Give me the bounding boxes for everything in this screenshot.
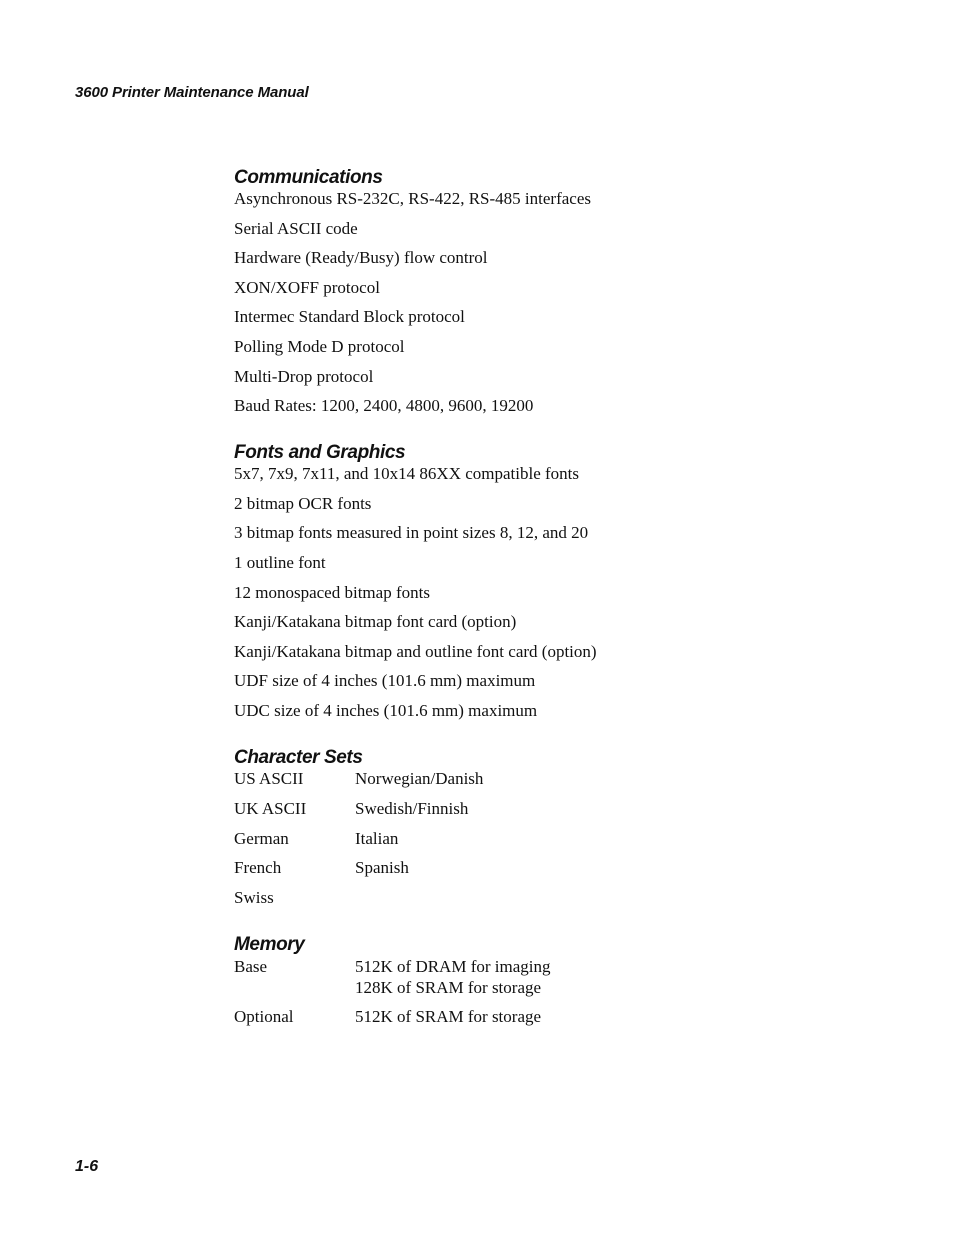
list-item: Kanji/Katakana bitmap and outline font card (option)	[234, 641, 597, 661]
charset-cell: Norwegian/Danish	[355, 768, 484, 788]
list-item: XON/XOFF protocol	[234, 277, 380, 297]
list-item: UDC size of 4 inches (101.6 mm) maximum	[234, 700, 538, 720]
fonts-graphics-section	[234, 441, 854, 721]
list-item: Polling Mode D protocol	[234, 336, 405, 356]
list-item: Intermec Standard Block protocol	[234, 307, 465, 327]
list-item: Baud Rates: 1200, 2400, 4800, 9600, 19200	[234, 396, 534, 416]
list-item: Multi-Drop protocol	[234, 366, 374, 386]
list-item: 1 outline font	[234, 552, 326, 572]
memory-value-line: 512K of SRAM for storage	[355, 1007, 542, 1027]
charset-cell: Italian	[355, 828, 399, 848]
list-item: 3 bitmap fonts measured in point sizes 8, 12, and 20	[234, 523, 589, 543]
table-row	[234, 1006, 854, 1027]
communications-section	[234, 166, 854, 416]
charset-cell: UK ASCII	[234, 798, 307, 818]
table-row	[234, 799, 854, 819]
table-row	[234, 769, 854, 789]
list-item: Serial ASCII code	[234, 218, 358, 238]
charset-cell: Swiss	[234, 888, 274, 908]
charset-cell: US ASCII	[234, 768, 304, 788]
page-content	[234, 166, 854, 1035]
memory-value	[355, 956, 550, 998]
section-title: Memory	[234, 934, 305, 956]
table-row	[234, 956, 854, 998]
charset-cell: French	[234, 858, 282, 878]
memory-label: Optional	[234, 1007, 294, 1027]
list-item: 5x7, 7x9, 7x11, and 10x14 86XX compatible fonts	[234, 464, 579, 484]
memory-value-line: 128K of SRAM for storage	[355, 978, 542, 998]
character-sets-section	[234, 746, 854, 908]
charset-cell: Swedish/Finnish	[355, 798, 469, 818]
list-item: Kanji/Katakana bitmap font card (option)	[234, 612, 517, 632]
section-title: Communications	[234, 167, 383, 188]
table-row	[234, 829, 854, 849]
charset-cell: Spanish	[355, 858, 409, 878]
list-item: UDF size of 4 inches (101.6 mm) maximum	[234, 671, 536, 691]
running-header: 3600 Printer Maintenance Manual	[75, 84, 309, 101]
section-title: Character Sets	[234, 746, 363, 768]
memory-value-line: 512K of DRAM for imaging	[355, 957, 551, 977]
memory-section	[234, 933, 854, 1027]
section-title: Fonts and Graphics	[234, 442, 406, 464]
list-item: 2 bitmap OCR fonts	[234, 493, 372, 513]
charset-cell: German	[234, 828, 289, 848]
table-row	[234, 888, 854, 908]
list-item: Asynchronous RS-232C, RS-422, RS-485 interfaces	[234, 189, 591, 208]
memory-label: Base	[234, 957, 268, 977]
memory-value	[355, 1006, 541, 1027]
table-row	[234, 858, 854, 878]
list-item: 12 monospaced bitmap fonts	[234, 582, 430, 602]
list-item: Hardware (Ready/Busy) flow control	[234, 248, 488, 268]
page-number: 1-6	[75, 1158, 99, 1175]
